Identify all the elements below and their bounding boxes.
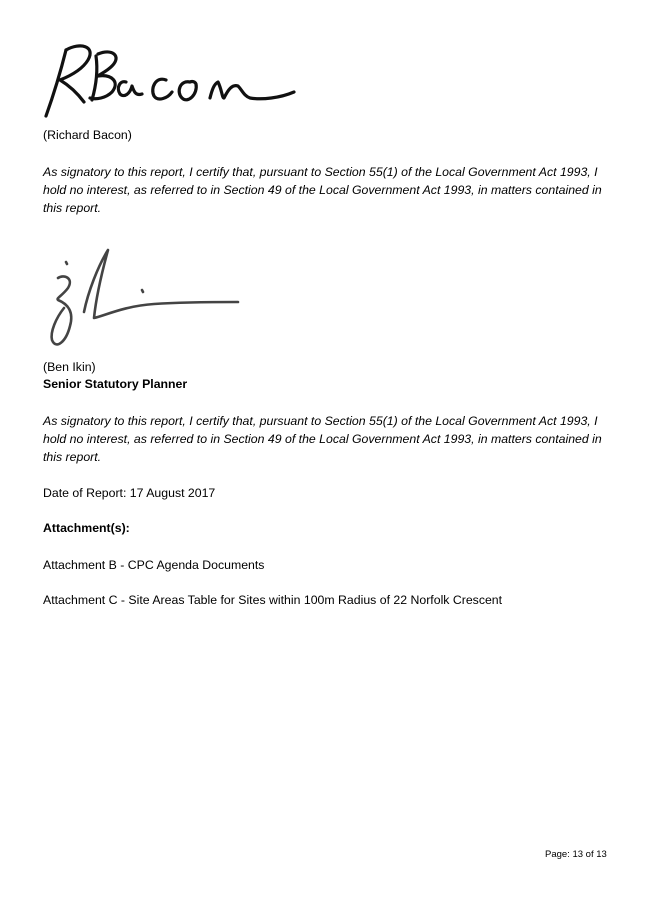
- ben-ikin-signature-text: B I: [44, 354, 46, 355]
- attachment-item: Attachment B - CPC Agenda Documents: [43, 558, 265, 572]
- page-number: Page: 13 of 13: [545, 849, 607, 860]
- attachment-item: Attachment C - Site Areas Table for Sites within 100m Radius of 22 Norfolk Crescent: [43, 593, 503, 607]
- signatory-1-name: (Richard Bacon): [43, 128, 132, 142]
- richard-bacon-signature: [40, 36, 302, 128]
- attachments-heading: Attachment(s):: [43, 521, 130, 535]
- signatory-2-certification: As signatory to this report, I certify that, pursuant to Section 55(1) of the Local Government Act 1993, I hold no interest, as referred to in Section 49 of the Local Government Act 1993, in matters contained in this report.: [43, 414, 602, 464]
- report-date: Date of Report: 17 August 2017: [43, 486, 216, 500]
- signatory-2-name: (Ben Ikin): [43, 360, 96, 374]
- ben-ikin-signature: [44, 242, 244, 356]
- richard-bacon-signature-text: RBacon: [40, 126, 44, 127]
- signatory-2-title: Senior Statutory Planner: [43, 377, 188, 391]
- signatory-1-certification: As signatory to this report, I certify that, pursuant to Section 55(1) of the Local Government Act 1993, I hold no interest, as referred to in Section 49 of the Local Government Act 1993, in matters contained in this report.: [43, 165, 602, 215]
